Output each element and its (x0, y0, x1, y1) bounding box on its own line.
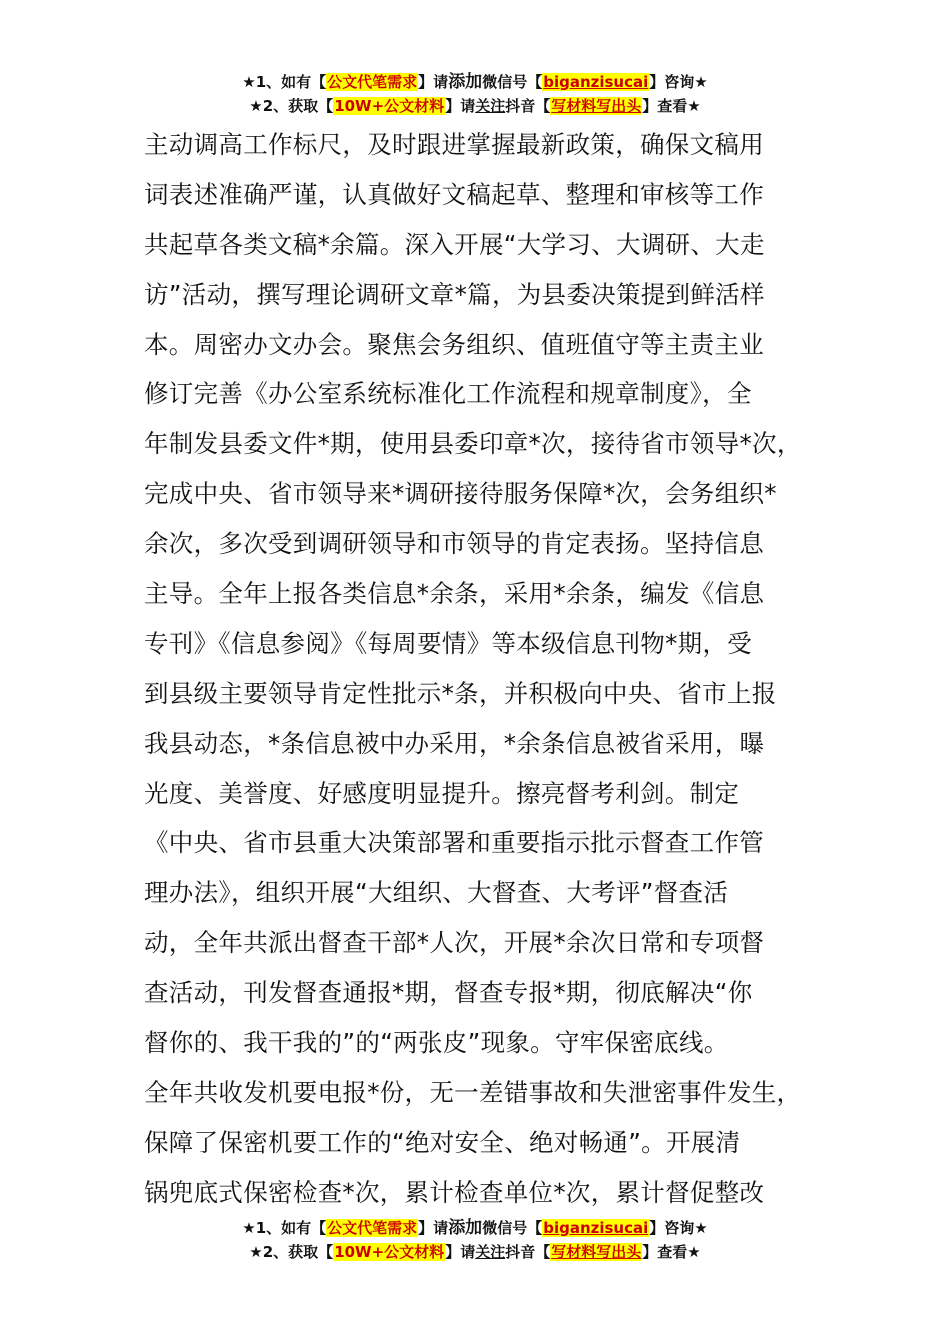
highlight-materials: 10W+公文材料 (334, 97, 445, 115)
body-line: 修订完善《办公室系统标准化工作流程和规章制度》，全 (144, 379, 752, 409)
banner-text: 关注 (475, 1243, 506, 1261)
body-line: 词表述准确严谨，认真做好文稿起草、整理和审核等工作 (144, 179, 764, 209)
banner-text: 】请 (418, 1219, 449, 1237)
body-line: 本。周密办文办会。聚焦会务组织、值班值守等主责主业 (144, 329, 764, 359)
banner-text: ★1、如有【 (242, 1219, 327, 1237)
body-line: 共起草各类文稿*余篇。深入开展“大学习、大调研、大走 (144, 229, 765, 259)
banner-line-2 (0, 1240, 950, 1264)
banner-text: 微信号【 (482, 1219, 543, 1237)
highlight-wechat-id[interactable]: biganzisucai (543, 73, 649, 91)
document-body (144, 120, 844, 1218)
body-line: 《中央、省市县重大决策部署和重要指示批示督查工作管 (144, 828, 764, 858)
highlight-materials: 10W+公文材料 (334, 1243, 445, 1261)
banner-line-1 (0, 70, 950, 94)
highlight-service: 公文代笔需求 (327, 73, 418, 91)
body-line: 主导。全年上报各类信息*余条，采用*余条，编发《信息 (144, 579, 765, 609)
banner-line-1 (0, 1216, 950, 1240)
highlight-wechat-id[interactable]: biganzisucai (543, 1219, 649, 1237)
banner-text: 】咨询★ (649, 73, 708, 91)
body-line: 主动调高工作标尺，及时跟进掌握最新政策，确保文稿用 (144, 130, 764, 159)
body-line: 保障了保密机要工作的“绝对安全、绝对畅通”。开展清 (144, 1127, 741, 1157)
banner-text: 添加 (448, 72, 483, 92)
banner-text: 】咨询★ (649, 1219, 708, 1237)
body-line: 我县动态，*条信息被中办采用，*余条信息被省采用，曝 (144, 728, 765, 758)
footer-banner (0, 1216, 950, 1264)
banner-text: ★1、如有【 (242, 73, 327, 91)
body-line: 到县级主要领导肯定性批示*条，并积极向中央、省市上报 (144, 678, 777, 708)
banner-text: 关注 (475, 97, 506, 115)
highlight-douyin-id[interactable]: 写材料写出头 (551, 1243, 642, 1261)
banner-text: 】请 (445, 1243, 476, 1261)
body-line: 全年共收发机要电报*份，无一差错事故和失泄密事件发生， (144, 1077, 802, 1107)
banner-text: ★2、获取【 (249, 97, 334, 115)
banner-text: 微信号【 (482, 73, 543, 91)
body-line: 完成中央、省市领导来*调研接待服务保障*次，会务组织* (144, 479, 777, 509)
highlight-service: 公文代笔需求 (327, 1219, 418, 1237)
banner-text: 添加 (448, 1218, 483, 1238)
body-line: 理办法》，组织开展“大组织、大督查、大考评”督查活 (144, 878, 729, 908)
body-line: 年制发县委文件*期，使用县委印章*次，接待省市领导*次， (144, 429, 802, 459)
highlight-douyin-id[interactable]: 写材料写出头 (551, 97, 642, 115)
banner-text: 抖音【 (505, 97, 551, 115)
banner-line-2 (0, 94, 950, 118)
body-line: 访”活动，撰写理论调研文章*篇，为县委决策提到鲜活样 (144, 279, 765, 309)
body-line: 专刊》《信息参阅》《每周要情》等本级信息刊物*期，受 (144, 628, 753, 658)
header-banner (0, 70, 950, 118)
body-line: 动，全年共派出督查干部*人次，开展*余次日常和专项督 (144, 928, 765, 958)
banner-text: 抖音【 (505, 1243, 551, 1261)
body-line: 光度、美誉度、好感度明显提升。擦亮督考利剑。制定 (144, 778, 740, 808)
banner-text: 】请 (445, 97, 476, 115)
banner-text: 】查看★ (642, 97, 701, 115)
body-line: 督你的、我干我的”的“两张皮”现象。守牢保密底线。 (144, 1028, 729, 1058)
banner-text: 】请 (418, 73, 449, 91)
body-line: 查活动，刊发督查通报*期，督查专报*期，彻底解决“你 (144, 978, 753, 1008)
banner-text: ★2、获取【 (249, 1243, 334, 1261)
body-line: 锅兜底式保密检查*次，累计检查单位*次，累计督促整改 (144, 1177, 765, 1207)
body-line: 余次，多次受到调研领导和市领导的肯定表扬。坚持信息 (144, 529, 764, 559)
banner-text: 】查看★ (642, 1243, 701, 1261)
